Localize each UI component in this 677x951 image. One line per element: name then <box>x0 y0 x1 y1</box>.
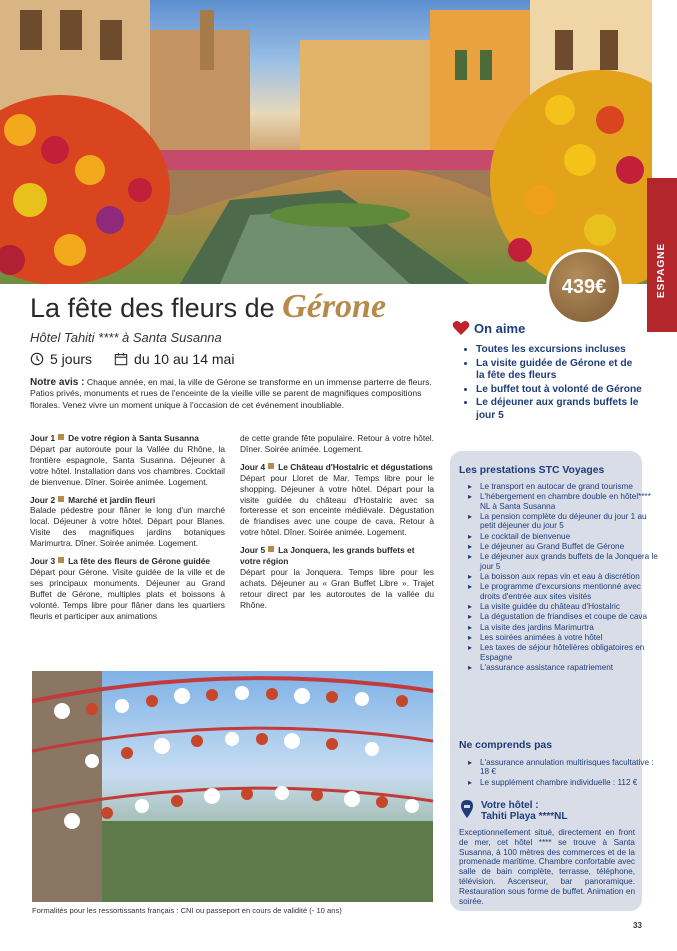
on-aime-item: • Le buffet tout à volonté de Gérone <box>476 384 642 396</box>
day-3-continued <box>240 433 434 455</box>
bullet-square-icon <box>58 434 64 440</box>
prestation-item: ▸ Les taxes de séjour hôtelières obligatoires en Espagne <box>480 643 660 662</box>
votre-hotel-section <box>459 800 635 906</box>
duration: 5 jours <box>50 351 93 367</box>
day-2 <box>30 495 225 550</box>
day-number: Jour 3 <box>30 556 56 567</box>
day-title: Le Château d'Hostalric et dégustations <box>278 461 433 472</box>
title-accent: Gérone <box>282 288 387 325</box>
prestations-list <box>458 482 660 673</box>
day-text: Balade pédestre pour flâner le long d'un marché local. Déjeuner à votre hôtel. Départ pour Blanes. Visite des magnifiques jardins botaniques Marimurtra. Dîner. Soirée animée. Logement. <box>30 505 225 549</box>
itinerary-column-2 <box>240 433 434 618</box>
price-badge: 439€ <box>546 249 622 325</box>
prestation-item: ▸ La visite guidée du château d'Hostalric <box>480 602 660 611</box>
avis-text: Chaque année, en mai, la ville de Gérone se transforme en un immense parterre de fleurs. Patios privés, monuments et rues de l'enceinte de la vieille ville se parent de magnifiques compositions florales. Venez vivre un moment unique à l'occasion de cet événement inoubliable. <box>30 377 432 410</box>
hero-photo-girona-bridge <box>0 0 652 284</box>
prestation-item: ▸ La dégustation de friandises et coupe de cava <box>480 612 660 621</box>
heart-icon <box>452 320 470 336</box>
prestation-item: ▸ Le déjeuner au Grand Buffet de Gérone <box>480 542 660 551</box>
hotel-bed-icon <box>459 800 475 820</box>
non-compris-heading: Ne comprends pas <box>459 740 552 751</box>
prestation-item: ▸ Les soirées animées à votre hôtel <box>480 633 660 642</box>
flower-garlands-photo <box>32 671 433 902</box>
prestation-item: ▸ Le déjeuner aux grands buffets de la Jonquera le jour 5 <box>480 552 660 571</box>
day-title: La Jonquera, les grands buffets et votre région <box>240 545 415 567</box>
on-aime-list <box>452 344 642 422</box>
calendar-icon <box>114 352 128 366</box>
itinerary-column-1 <box>30 433 225 629</box>
on-aime-item: • La visite guidée de Gérone et de la fête des fleurs <box>476 358 642 382</box>
avis-label: Notre avis : <box>30 377 85 388</box>
day-number: Jour 4 <box>240 461 266 472</box>
dates: du 10 au 14 mai <box>134 351 235 367</box>
prestation-item: ▸ La pension complète du déjeuner du jour 1 au petit déjeuner du jour 5 <box>480 512 660 531</box>
prestations-heading: Les prestations STC Voyages <box>459 465 605 476</box>
day-5 <box>240 545 434 610</box>
prestation-item: ▸ L'hébergement en chambre double en hôtel**** NL à Santa Susanna <box>480 492 660 511</box>
bullet-square-icon <box>58 496 64 502</box>
prestations-box <box>450 451 658 911</box>
on-aime-title: On aime <box>474 320 526 336</box>
on-aime-item: • Toutes les excursions incluses <box>476 344 642 356</box>
page-title <box>30 288 386 326</box>
garlands-illustration <box>32 671 433 902</box>
bullet-square-icon <box>268 463 274 469</box>
non-compris-list <box>458 758 660 788</box>
bullet-square-icon <box>58 557 64 563</box>
notre-avis <box>30 377 442 411</box>
day-text: Départ pour Gérone. Visite guidée de la ville et de ses principaux monuments. Déjeuner au Grand Buffet de Gérone, multiples plats et boissons à volonté. Temps libre pour flâner dans les quartiers fleuris et participer aux animations <box>30 566 225 621</box>
votre-hotel-text: Exceptionnellement situé, directement en front de mer, cet hôtel **** se trouve à Santa Susanna, à 100 mètres des commerces et de la promenade maritime. Chambre confortable avec salle de bain complète, terrasse, téléphone, télévision. Ascenseur, bar panoramique. Restauration sous forme de buffet. Animation en soirée. <box>459 828 635 906</box>
hotel-subtitle: Hôtel Tahiti **** à Santa Susanna <box>30 330 222 345</box>
country-tab-label: ESPAGNE <box>656 242 667 298</box>
day-text: Départ pour Lloret de Mar. Temps libre pour le shopping. Déjeuner à votre hôtel. Départ pour la visite guidée du château d'Hostalric avec sa forteresse et son enceinte médiévale. Dégustation de friandises avec une coupe de cava. Retour à votre hôtel. Dîner. Soirée animée. Logement. <box>240 472 434 538</box>
clock-icon <box>30 352 44 366</box>
prestation-item: ▸ Le transport en autocar de grand tourisme <box>480 482 660 491</box>
non-compris-item: ▸ Le supplément chambre individuelle : 112 € <box>480 778 660 787</box>
prestation-item: ▸ Le cocktail de bienvenue <box>480 532 660 541</box>
trip-meta <box>30 351 234 367</box>
day-title: De votre région à Santa Susanna <box>68 433 199 443</box>
bullet-square-icon <box>268 546 274 552</box>
page-number: 33 <box>633 921 642 930</box>
day-text: Départ par autoroute pour la Vallée du Rhône, la frontière espagnole, Santa Susanna. Déjeuner à votre hôtel. Installation dans vos chambres. Cocktail de bienvenue. Dîner. Soirée animée. Logement. <box>30 443 225 487</box>
hero-illustration <box>0 0 652 284</box>
prestation-item: ▸ La boisson aux repas vin et eau à discrétion <box>480 572 660 581</box>
day-number: Jour 2 <box>30 494 56 505</box>
day-number: Jour 1 <box>30 433 56 443</box>
day-title: La fête des fleurs de Gérone guidée <box>68 556 211 567</box>
votre-hotel-heading: Votre hôtel : <box>481 800 539 811</box>
prestation-item: ▸ L'assurance assistance rapatriement <box>480 663 660 672</box>
day-text: Départ pour la Jonquera. Temps libre pour les achats. Déjeuner au « Gran Buffet Libre ». Trajet retour direct par les autoroutes de la vallée du Rhône. <box>240 566 434 610</box>
on-aime-item: • Le déjeuner aux grands buffets le jour 5 <box>476 397 642 421</box>
prestation-item: ▸ La visite des jardins Marimurtra <box>480 623 660 632</box>
formalities-caption: Formalités pour les ressortissants français : CNI ou passeport en cours de validité (- 10 ans) <box>32 906 342 915</box>
day-number: Jour 5 <box>240 545 266 556</box>
day-text: de cette grande fête populaire. Retour à votre hôtel. Dîner. Soirée animée. Logement. <box>240 433 434 454</box>
day-1 <box>30 433 225 488</box>
on-aime-heading <box>452 320 642 336</box>
country-tab <box>647 178 677 332</box>
title-main: La fête des fleurs de <box>30 293 283 323</box>
day-4 <box>240 462 434 538</box>
prestation-item: ▸ Le programme d'excursions mentionné avec droits d'entrée aux sites visités <box>480 582 660 601</box>
non-compris-item: ▸ L'assurance annulation multirisques facultative : 18 € <box>480 758 660 777</box>
day-title: Marché et jardin fleuri <box>68 494 156 505</box>
day-3 <box>30 556 225 621</box>
on-aime-section <box>452 320 642 423</box>
votre-hotel-name: Tahiti Playa ****NL <box>481 811 568 822</box>
